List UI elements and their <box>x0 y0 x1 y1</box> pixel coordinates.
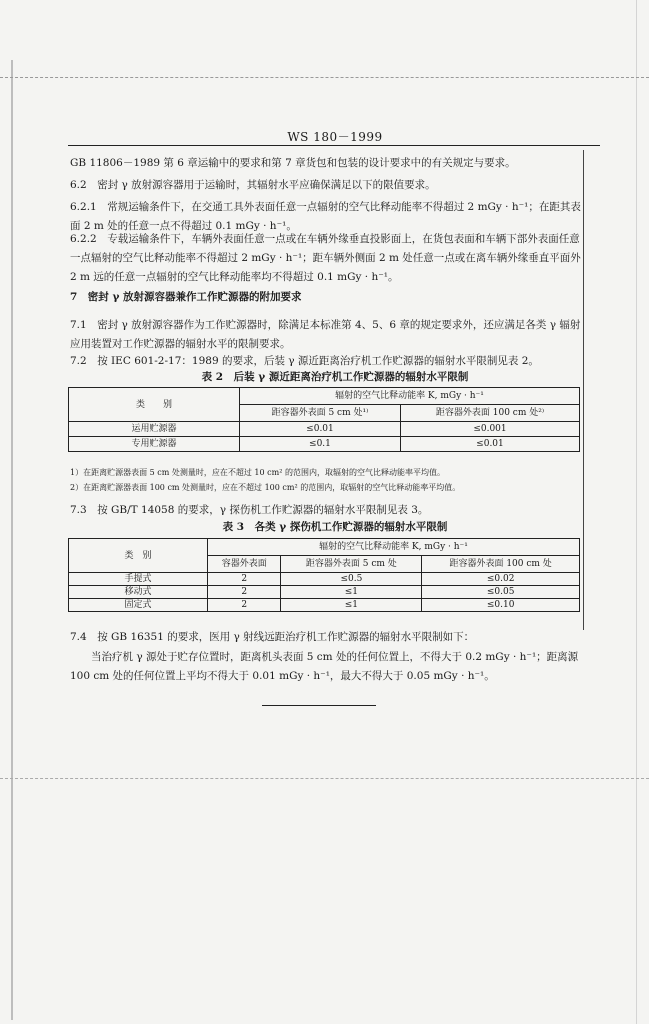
clause-7-3: 7.3 按 GB/T 14058 的要求，γ 探伤机工作贮源器的辐射水平限制见表 3。 <box>70 504 429 516</box>
table-row <box>69 573 580 586</box>
table-cell: ≤0.01 <box>240 422 401 437</box>
end-rule <box>262 705 376 706</box>
table-2-title: 表 2 后装 γ 源近距离治疗机工作贮源器的辐射水平限制 <box>201 371 469 383</box>
table-header-rate: 辐射的空气比释动能率 K, mGy · h⁻¹ <box>240 388 580 405</box>
table-cell: ≤1 <box>281 586 422 599</box>
scan-edge-left <box>11 60 13 1020</box>
table-cell: 2 <box>208 573 281 586</box>
table-cell: ≤0.1 <box>240 437 401 452</box>
table-2-notes <box>70 465 590 495</box>
table-header-col: 距容器外表面 5 cm 处 <box>281 556 422 573</box>
table-3-title: 表 3 各类 γ 探伤机工作贮源器的辐射水平限制 <box>222 521 448 533</box>
clause-7-2: 7.2 按 IEC 601-2-17：1989 的要求，后装 γ 源近距离治疗机工作贮源器的辐射水平限制见表 2。 <box>70 355 539 367</box>
table-header-rate: 辐射的空气比释动能率 K, mGy · h⁻¹ <box>208 539 580 556</box>
row-label: 手提式 <box>69 573 208 586</box>
row-label: 运用贮源器 <box>69 422 240 437</box>
table-cell: ≤1 <box>281 599 422 612</box>
table-cell: ≤0.001 <box>400 422 579 437</box>
scan-dash-line <box>0 77 649 78</box>
header-rule <box>68 145 600 146</box>
clause-7-1: 7.1 密封 γ 放射源容器作为工作贮源器时，除满足本标准第 4、5、6 章的规定要求外，还应满足各类 γ 辐射应用装置对工作贮源器的辐射水平的限制要求。 <box>70 319 581 350</box>
table-note: 2）在距离贮源器表面 100 cm 处测量时，应在不超过 100 cm² 的范围内，取辐射的空气比释动能率平均值。 <box>70 483 461 492</box>
scan-edge-right <box>636 0 637 1024</box>
clause-6-2-2: 6.2.2 专载运输条件下，车辆外表面任意一点或在车辆外缘垂直投影面上，在货包表面和车辆下部外表面任意一点辐射的空气比释动能率不得超过 2 mGy · h⁻¹；距车辆外侧面 2 m 处任意一点或在离车辆外缘垂直平面外 2 m 远的任意一点辐射的空气比释动能率均不得超过 0.1 mGy · h⁻¹。 <box>70 233 581 283</box>
row-label: 专用贮源器 <box>69 437 240 452</box>
table-cell: ≤0.02 <box>422 573 580 586</box>
table-2 <box>68 387 580 452</box>
clause-6-2-1: 6.2.1 常规运输条件下，在交通工具外表面任意一点辐射的空气比释动能率不得超过 2 mGy · h⁻¹；在距其表面 2 m 处的任意一点不得超过 0.1 mGy · h⁻¹。 <box>70 201 581 232</box>
row-label: 移动式 <box>69 586 208 599</box>
table-header-category: 类 别 <box>69 539 208 573</box>
scan-dash-line <box>0 778 649 779</box>
table-cell: ≤0.01 <box>400 437 579 452</box>
table-header-col: 距容器外表面 100 cm 处²⁾ <box>400 405 579 422</box>
table-row <box>69 586 580 599</box>
table-header-category: 类 别 <box>69 388 240 422</box>
clause-6-2: 6.2 密封 γ 放射源容器用于运输时，其辐射水平应确保满足以下的限值要求。 <box>70 179 436 191</box>
document-header: WS 180－1999 <box>287 130 383 144</box>
table-note: 1）在距离贮源器表面 5 cm 处测量时，应在不超过 10 cm² 的范围内，取辐射的空气比释动能率平均值。 <box>70 468 445 477</box>
paragraph-gb11806: GB 11806－1989 第 6 章运输中的要求和第 7 章货包和包装的设计要求中的有关规定与要求。 <box>70 157 516 169</box>
table-3 <box>68 538 580 612</box>
table-cell: ≤0.10 <box>422 599 580 612</box>
table-cell: ≤0.05 <box>422 586 580 599</box>
table-cell: ≤0.5 <box>281 573 422 586</box>
table-cell: 2 <box>208 586 281 599</box>
table-header-col: 容器外表面 <box>208 556 281 573</box>
table-row <box>69 422 580 437</box>
table-header-col: 距容器外表面 100 cm 处 <box>422 556 580 573</box>
row-label: 固定式 <box>69 599 208 612</box>
clause-7-4: 7.4 按 GB 16351 的要求，医用 γ 射线远距治疗机工作贮源器的辐射水平限制如下： <box>70 631 475 643</box>
table-header-col: 距容器外表面 5 cm 处¹⁾ <box>240 405 401 422</box>
section-7-title: 7 密封 γ 放射源容器兼作工作贮源器的附加要求 <box>70 291 302 303</box>
table-cell: 2 <box>208 599 281 612</box>
table-row <box>69 437 580 452</box>
clause-7-4-detail: 当治疗机 γ 源处于贮存位置时，距离机头表面 5 cm 处的任何位置上，不得大于 0.2 mGy · h⁻¹；距离源 100 cm 处的任何位置上平均不得大于 0.01 mGy · h⁻¹，最大不得大于 0.05 mGy · h⁻¹。 <box>70 651 579 682</box>
table-row <box>69 599 580 612</box>
